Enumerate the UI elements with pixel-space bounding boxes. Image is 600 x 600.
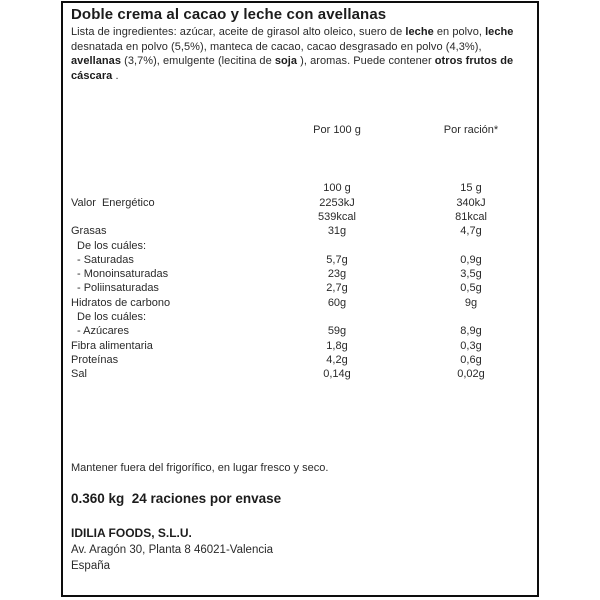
- ingredient-text: Lista de ingredientes: azúcar, aceite de girasol alto oleico, suero de: [71, 26, 406, 38]
- per-100g-value: 31g: [327, 225, 347, 238]
- per-100g-value: 23g: [327, 268, 347, 281]
- nutrition-row: [71, 253, 528, 267]
- ingredients-text: [71, 25, 523, 83]
- per-portion-value: 9g: [464, 296, 478, 309]
- nutrition-row: [71, 196, 528, 210]
- nutrient-name: Fibra alimentaria: [71, 339, 153, 352]
- nutrition-label: [61, 1, 539, 597]
- per-100g-value: 1,8g: [326, 339, 348, 352]
- allergen-text: leche: [485, 26, 514, 38]
- per-portion-value: 0,5g: [460, 282, 482, 295]
- per-100g-value: [249, 239, 425, 253]
- product-title: Doble crema al cacao y leche con avellanas: [71, 6, 387, 23]
- per-100g-value: [249, 310, 425, 324]
- allergen-text: leche: [405, 26, 434, 38]
- per-100g-value: 100 g: [323, 182, 351, 195]
- nutrient-name: - Poliinsaturadas: [77, 282, 159, 295]
- ingredient-text: en polvo,: [433, 26, 486, 38]
- per-portion-value: 15 g: [460, 182, 482, 195]
- per-100g-value: 2253kJ: [319, 196, 355, 209]
- ingredient-text: .: [112, 69, 119, 82]
- per-portion-value: 0,02g: [457, 368, 485, 381]
- nutrient-name: - Monoinsaturadas: [77, 268, 169, 281]
- allergen-text: otros frutos de cáscara: [71, 55, 514, 82]
- manufacturer-name: IDILIA FOODS, S.L.U.: [71, 526, 192, 541]
- nutrition-row: [71, 353, 528, 367]
- storage-instructions: Mantener fuera del frigorífico, en lugar fresco y seco.: [71, 461, 329, 474]
- nutrient-name: [71, 181, 249, 195]
- per-portion-value: 0,6g: [460, 353, 482, 366]
- nutrition-row: [71, 267, 528, 281]
- per-100g-header: Por 100 g: [313, 124, 361, 137]
- nutrient-name: De los cuáles:: [77, 311, 147, 324]
- per-100g-value: 59g: [327, 325, 347, 338]
- nutrition-row: [71, 239, 528, 253]
- nutrient-name: - Saturadas: [77, 253, 134, 266]
- header-spacer: [71, 123, 249, 137]
- manufacturer-country: España: [71, 560, 111, 573]
- per-100g-value: 2,7g: [326, 282, 348, 295]
- nutrition-row: [71, 210, 528, 224]
- ingredient-text: (3,7%), emulgente (lecitina de: [121, 55, 275, 68]
- per-portion-value: 81kcal: [455, 210, 487, 223]
- per-100g-value: 60g: [327, 296, 347, 309]
- allergen-text: avellanas: [71, 55, 121, 68]
- per-portion-value: 3,5g: [460, 268, 482, 281]
- nutrient-name: De los cuáles:: [77, 239, 147, 252]
- nutrient-name: Hidratos de carbono: [71, 296, 171, 309]
- per-portion-value: 4,7g: [460, 225, 482, 238]
- nutrition-row: [71, 281, 528, 295]
- per-portion-value: [425, 310, 517, 324]
- per-portion-value: 340kJ: [456, 196, 486, 209]
- nutrition-row: [71, 310, 528, 324]
- per-portion-value: [425, 239, 517, 253]
- manufacturer-block: [71, 525, 528, 575]
- per-portion-header: Por ración*: [443, 124, 499, 137]
- per-100g-value: 539kcal: [318, 210, 356, 223]
- nutrient-name: Proteínas: [71, 353, 119, 366]
- nutrient-name: Valor Energético: [71, 196, 155, 209]
- nutrient-name: - Azúcares: [77, 325, 129, 338]
- nutrition-table: [71, 123, 528, 381]
- per-portion-value: 8,9g: [460, 325, 482, 338]
- per-100g-value: 4,2g: [326, 353, 348, 366]
- nutrition-row: [71, 296, 528, 310]
- per-portion-value: 0,3g: [460, 339, 482, 352]
- nutrition-row: [71, 324, 528, 338]
- nutrient-name: Grasas: [71, 225, 107, 238]
- nutrition-row: [71, 339, 528, 353]
- ingredient-text: ), aromas. Puede contener: [297, 55, 435, 68]
- per-100g-value: 5,7g: [326, 253, 348, 266]
- nutrition-row: [71, 367, 528, 381]
- allergen-text: soja: [274, 55, 298, 68]
- ingredient-text: desnatada en polvo (5,5%), manteca de cacao, cacao desgrasado en polvo (4,3%),: [71, 40, 482, 53]
- nutrient-name: Sal: [71, 368, 87, 381]
- per-100g-value: 0,14g: [323, 368, 351, 381]
- nutrition-row: [71, 181, 528, 195]
- table-header-row: [71, 123, 528, 137]
- per-portion-value: 0,9g: [460, 253, 482, 266]
- nutrition-rows: [71, 181, 528, 381]
- manufacturer-address: Av. Aragón 30, Planta 8 46021-Valencia: [71, 543, 274, 556]
- nutrient-name: [71, 210, 249, 224]
- nutrition-row: [71, 224, 528, 238]
- net-weight: 0.360 kg 24 raciones por envase: [71, 491, 282, 507]
